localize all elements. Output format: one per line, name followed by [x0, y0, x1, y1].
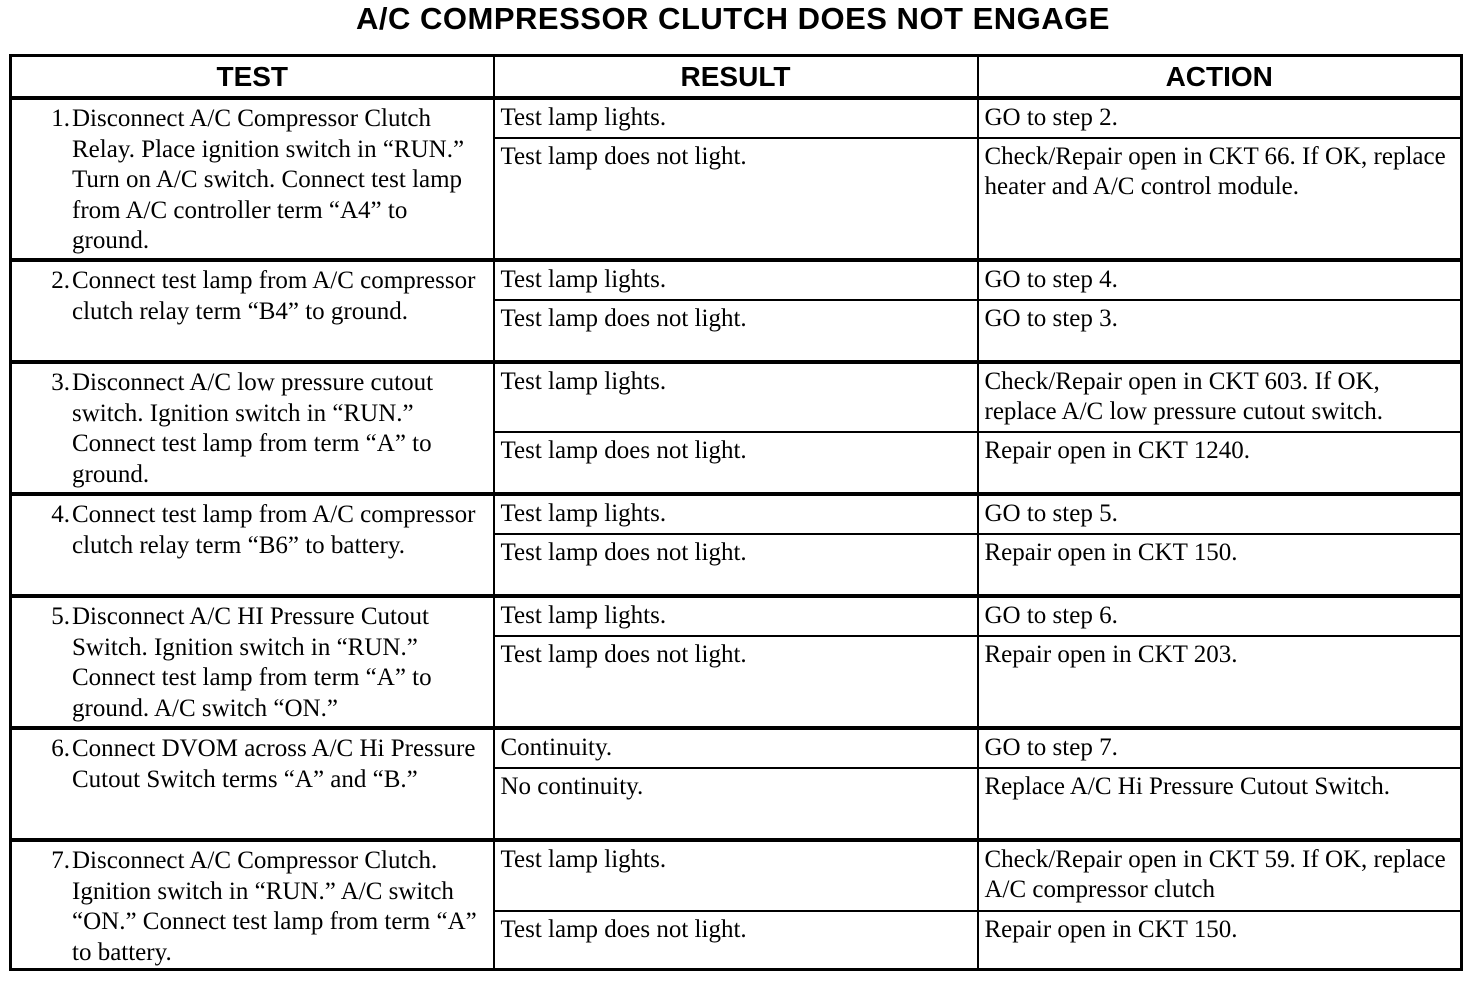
- action-cell: Repair open in CKT 203.: [978, 636, 1462, 728]
- action-cell: Replace A/C Hi Pressure Cutout Switch.: [978, 768, 1462, 840]
- action-cell: Check/Repair open in CKT 59. If OK, replace A/C compressor clutch: [978, 840, 1462, 911]
- page-title: A/C COMPRESSOR CLUTCH DOES NOT ENGAGE: [356, 1, 1110, 36]
- action-cell: GO to step 4.: [978, 260, 1462, 300]
- result-cell: Test lamp lights.: [494, 260, 978, 300]
- step-number: 1.: [51, 105, 70, 132]
- step-4-test-cell: [11, 494, 494, 596]
- action-cell: Repair open in CKT 1240.: [978, 432, 1462, 494]
- header-row: [11, 56, 1462, 99]
- action-cell: Repair open in CKT 150.: [978, 911, 1462, 969]
- step-6-test-cell: [11, 728, 494, 840]
- result-cell: Test lamp does not light.: [494, 534, 978, 596]
- test-text: Connect test lamp from A/C compressor clutch relay term “B6” to battery.: [72, 501, 476, 559]
- step-6-row-a: [11, 728, 1462, 768]
- action-cell: Repair open in CKT 150.: [978, 534, 1462, 596]
- result-cell: Test lamp lights.: [494, 98, 978, 138]
- test-column-header: TEST: [11, 56, 494, 99]
- step-number: 2.: [51, 267, 70, 294]
- result-cell: Continuity.: [494, 728, 978, 768]
- test-text: Disconnect A/C HI Pressure Cutout Switch. Ignition switch in “RUN.” Connect test lamp from term “A” to ground. A/C switch “ON.”: [72, 603, 432, 722]
- action-cell: Check/Repair open in CKT 66. If OK, replace heater and A/C control module.: [978, 138, 1462, 260]
- test-text: Disconnect A/C Compressor Clutch. Ignition switch in “RUN.” A/C switch “ON.” Connect test lamp from term “A” to battery.: [72, 847, 477, 966]
- result-cell: Test lamp does not light.: [494, 138, 978, 260]
- action-column-header: ACTION: [978, 56, 1462, 99]
- diagnostic-table: [9, 54, 1463, 971]
- test-text: Disconnect A/C low pressure cutout switch. Ignition switch in “RUN.” Connect test lamp from term “A” to ground.: [72, 369, 434, 488]
- step-7-row-a: [11, 840, 1462, 911]
- result-cell: Test lamp does not light.: [494, 300, 978, 362]
- result-cell: Test lamp lights.: [494, 840, 978, 911]
- step-number: 3.: [51, 369, 70, 396]
- result-column-header: RESULT: [494, 56, 978, 99]
- step-number: 6.: [51, 735, 70, 762]
- step-number: 5.: [51, 603, 70, 630]
- action-cell: GO to step 5.: [978, 494, 1462, 534]
- step-7-test-cell: [11, 840, 494, 970]
- step-5-row-a: [11, 596, 1462, 636]
- step-4-row-a: [11, 494, 1462, 534]
- result-cell: Test lamp does not light.: [494, 636, 978, 728]
- step-1-test-cell: [11, 98, 494, 260]
- test-text: Disconnect A/C Compressor Clutch Relay. Place ignition switch in “RUN.” Turn on A/C switch. Connect test lamp from A/C controller term “A4” to ground.: [72, 105, 465, 254]
- test-text: Connect DVOM across A/C Hi Pressure Cutout Switch terms “A” and “B.”: [72, 735, 476, 793]
- step-2-test-cell: [11, 260, 494, 362]
- result-cell: Test lamp lights.: [494, 596, 978, 636]
- action-cell: GO to step 6.: [978, 596, 1462, 636]
- action-cell: GO to step 2.: [978, 98, 1462, 138]
- step-3-test-cell: [11, 362, 494, 494]
- step-3-row-a: [11, 362, 1462, 432]
- action-cell: GO to step 3.: [978, 300, 1462, 362]
- action-cell: Check/Repair open in CKT 603. If OK, replace A/C low pressure cutout switch.: [978, 362, 1462, 432]
- step-5-test-cell: [11, 596, 494, 728]
- result-cell: Test lamp does not light.: [494, 432, 978, 494]
- result-cell: Test lamp does not light.: [494, 911, 978, 969]
- result-cell: No continuity.: [494, 768, 978, 840]
- step-number: 4.: [51, 501, 70, 528]
- action-cell: GO to step 7.: [978, 728, 1462, 768]
- result-cell: Test lamp lights.: [494, 494, 978, 534]
- step-1-row-a: [11, 98, 1462, 138]
- result-cell: Test lamp lights.: [494, 362, 978, 432]
- step-number: 7.: [51, 847, 70, 874]
- step-2-row-a: [11, 260, 1462, 300]
- test-text: Connect test lamp from A/C compressor clutch relay term “B4” to ground.: [72, 267, 476, 325]
